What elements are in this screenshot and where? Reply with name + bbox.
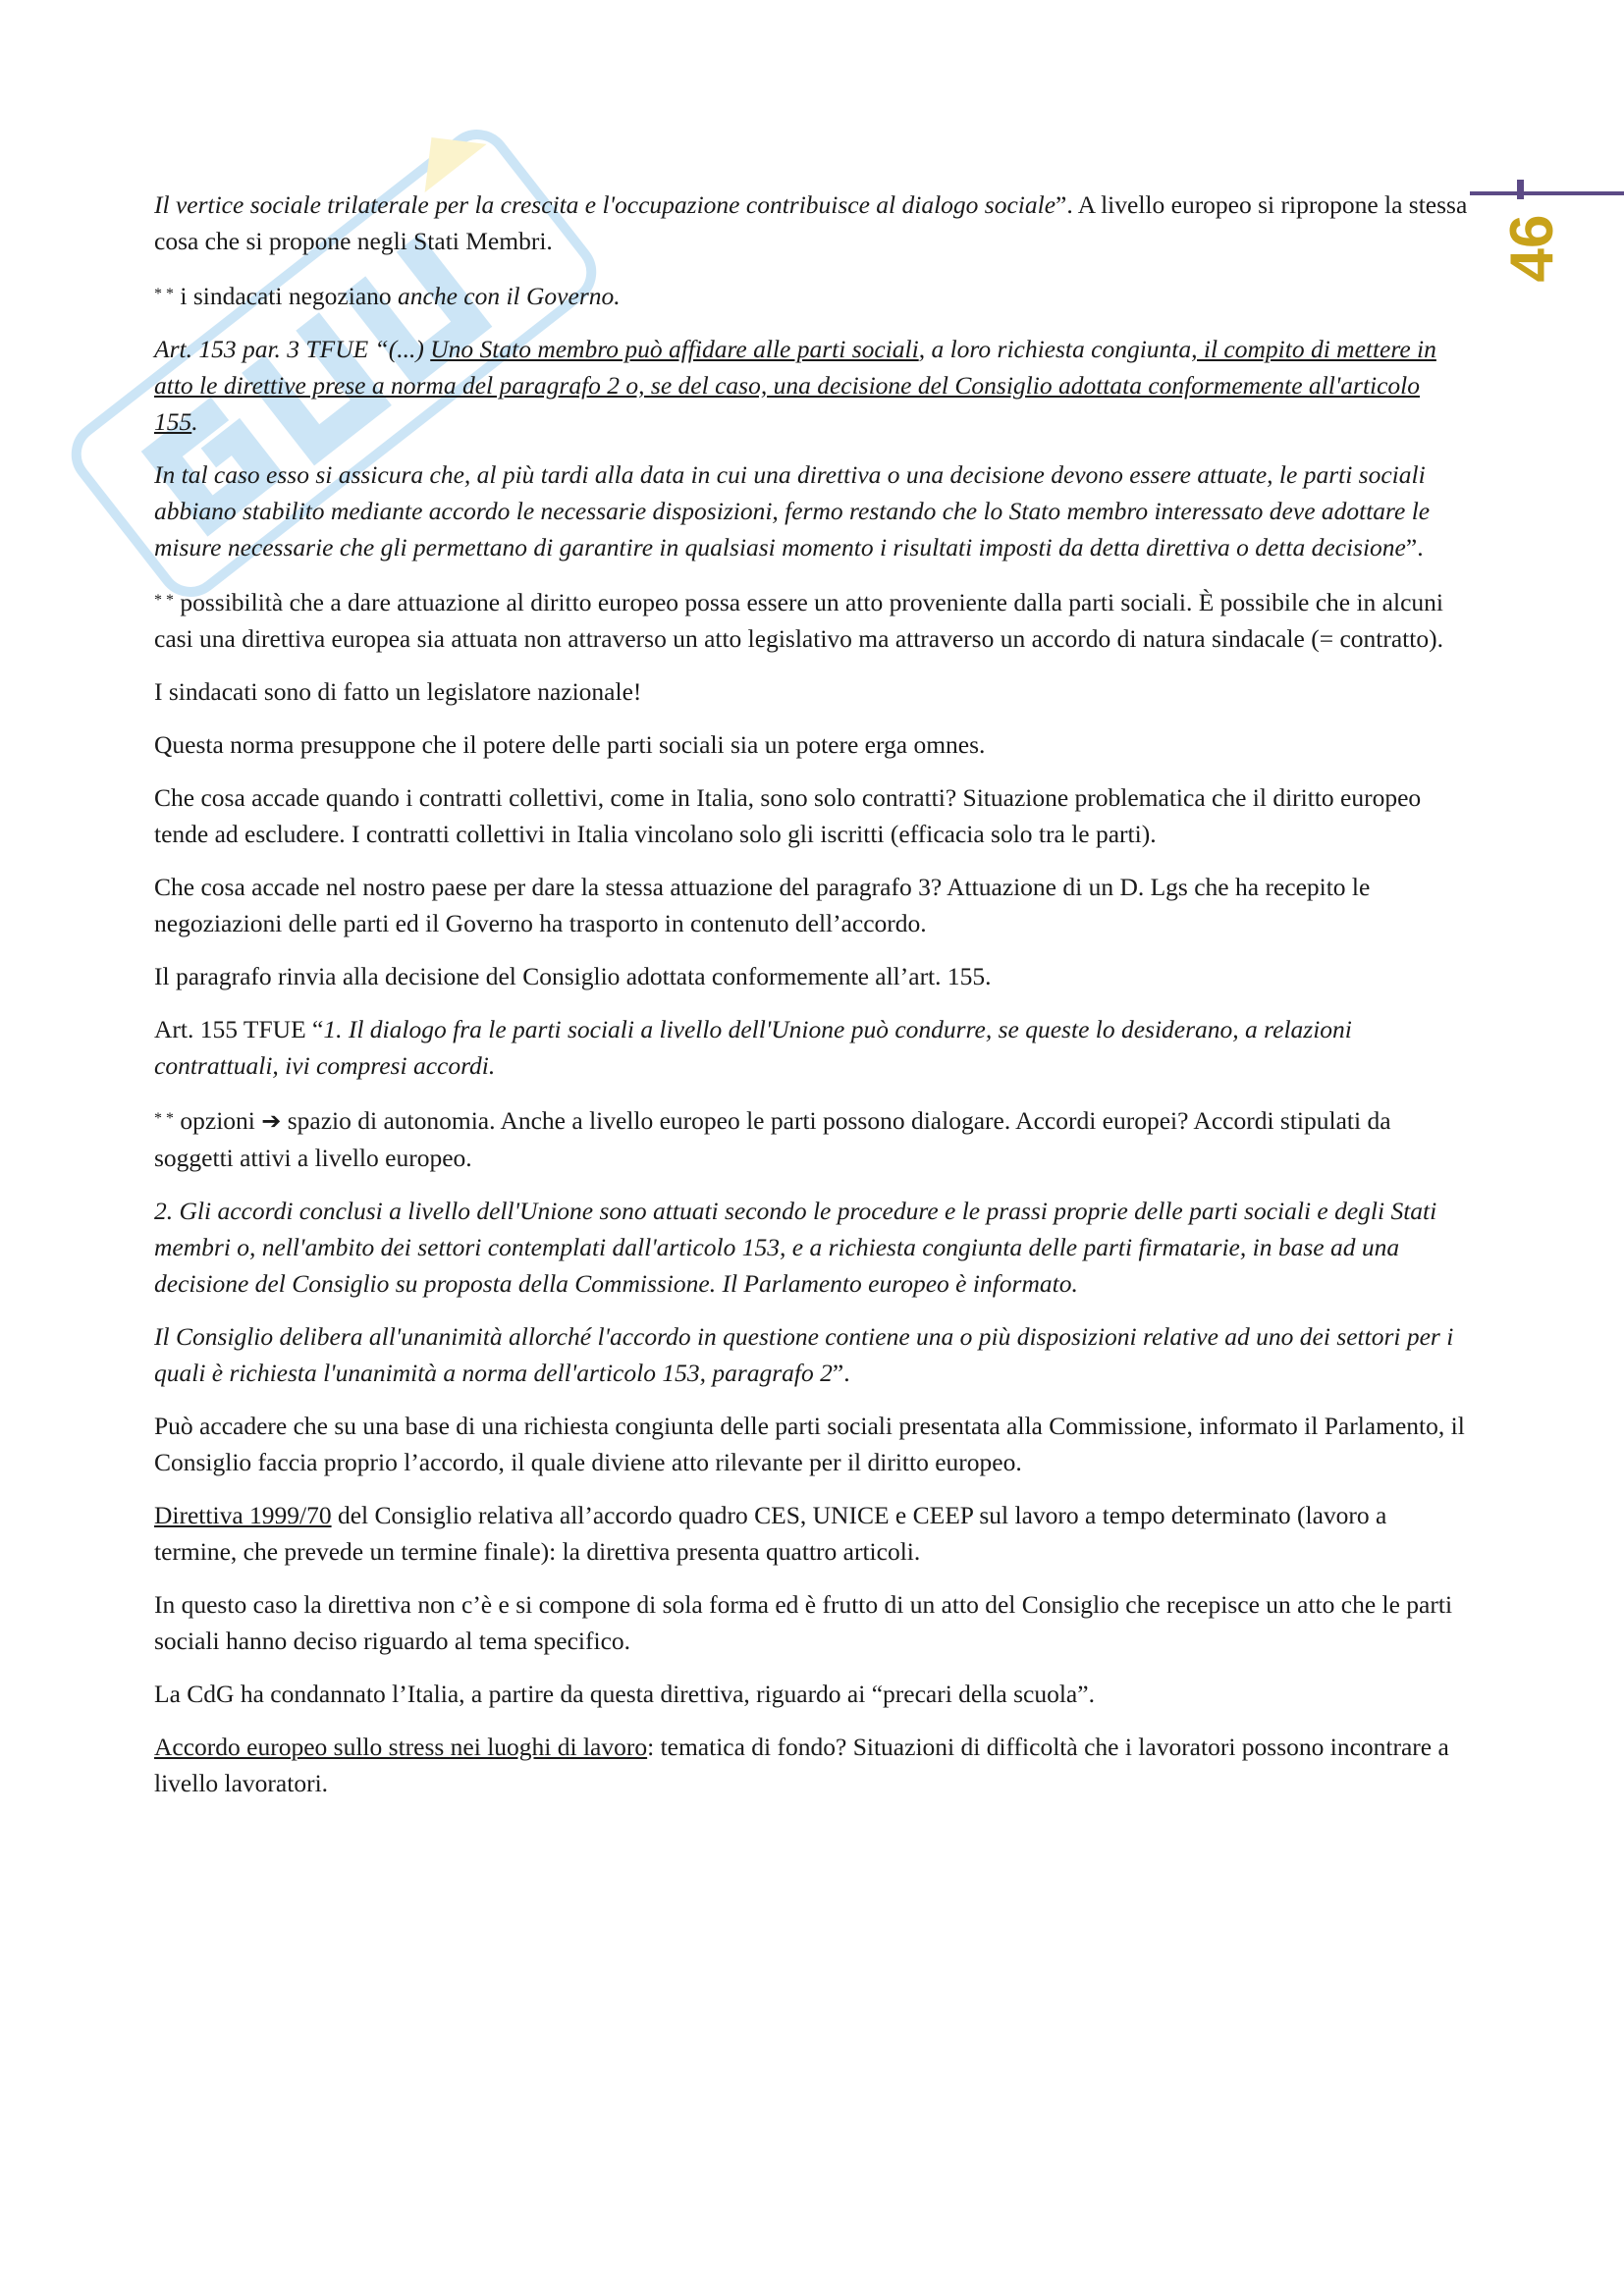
text-italic: In tal caso esso si assicura che, al più tardi alla data in cui una direttiva o una decisione devono essere attuate, le parti sociali abbiano stabilito mediante accordo le necessarie disposizioni, fermo restando che lo Stato membro interessato deve adottare le misure necessarie che gli permettano di garantire in qualsiasi momento i risultati imposti da detta direttiva o detta decisione [154, 460, 1431, 561]
text: i sindacati negoziano [174, 282, 399, 310]
asterisk-marker: * * [154, 1110, 174, 1127]
asterisk-marker: * * [154, 286, 174, 302]
text: possibilità che a dare attuazione al diritto europeo possa essere un atto proveniente dalla parti sociali. È possibile che in alcuni casi una direttiva europea sia attuata non attraverso un atto legislativo ma attraverso un accordo di natura sindacale (= contratto). [154, 588, 1443, 653]
document-body [154, 187, 1470, 1818]
paragraph-12 [154, 1100, 1470, 1176]
text-italic: 1. Il dialogo fra le parti sociali a livello dell'Unione può condurre, se queste lo desiderano, a relazioni contrattuali, ivi compresi accordi. [154, 1015, 1352, 1080]
paragraph-3-article-153 [154, 331, 1470, 440]
paragraph-15: Può accadere che su una base di una richiesta congiunta delle parti sociali presentata alla Commissione, informato il Parlamento, il Consiglio faccia proprio l’accordo, il quale diviene atto rilevante per il diritto europeo. [154, 1412, 1465, 1476]
text-italic: , a loro richiesta congiunta [918, 335, 1192, 363]
text-italic: . [191, 407, 198, 436]
asterisk-marker: * * [154, 592, 174, 609]
text: del Consiglio relativa all’accordo quadro CES, UNICE e CEEP sul lavoro a tempo determinato (lavoro a termine, che prevede un termine finale): la direttiva presenta quattro articoli. [154, 1501, 1387, 1566]
text: Art. 155 TFUE “ [154, 1015, 324, 1043]
paragraph-8: Che cosa accade quando i contratti collettivi, come in Italia, sono solo contratti? Situazione problematica che il diritto europeo tende ad escludere. I contratti collettivi in Italia vincolano solo gli iscritti (efficacia solo tra le parti). [154, 783, 1422, 848]
paragraph-6: I sindacati sono di fatto un legislatore nazionale! [154, 677, 642, 706]
paragraph-14 [154, 1318, 1470, 1391]
paragraph-11-article-155 [154, 1011, 1470, 1084]
page-number: 46 [1497, 214, 1566, 283]
paragraph-17: In questo caso la direttiva non c’è e si compone di sola forma ed è frutto di un atto del Consiglio che recepisce un atto che le parti sociali hanno deciso riguardo al tema specifico. [154, 1590, 1453, 1655]
paragraph-10: Il paragrafo rinvia alla decisione del Consiglio adottata conformemente all’art. 155. [154, 962, 992, 990]
paragraph-18: La CdG ha condannato l’Italia, a partire da questa direttiva, riguardo ai “precari della scuola”. [154, 1680, 1095, 1708]
text: ”. [832, 1359, 850, 1387]
paragraph-9: Che cosa accade nel nostro paese per dare la stessa attuazione del paragrafo 3? Attuazione di un D. Lgs che ha recepito le negoziazioni delle parti ed il Governo ha trasporto in contenuto dell’accordo. [154, 873, 1371, 937]
text-italic: Il vertice sociale trilaterale per la crescita e l'occupazione contribuisce al dialogo sociale [154, 190, 1056, 219]
paragraph-4 [154, 456, 1470, 565]
page-rule-accent [1470, 191, 1624, 195]
paragraph-5 [154, 582, 1470, 657]
text-italic: Art. 153 par. 3 TFUE “(...) [154, 335, 431, 363]
paragraph-19 [154, 1729, 1470, 1801]
text: : tematica di fondo? Situazioni di difficoltà che i lavoratori possono incontrare a livello lavoratori. [154, 1733, 1449, 1797]
text: ”. [1405, 533, 1424, 561]
text-underlined: , il compito di mettere in atto le direttive prese a norma del paragrafo 2 o, se del caso, una decisione del Consiglio adottata conformemente all'articolo 155 [154, 335, 1436, 436]
text: spazio di autonomia. Anche a livello europeo le parti possono dialogare. Accordi europei? Accordi stipulati da soggetti attivi a livello europeo. [154, 1106, 1391, 1172]
arrow-right-icon: ➔ [261, 1107, 282, 1135]
text: opzioni [174, 1106, 262, 1135]
text-italic: anche con il Governo. [398, 282, 621, 310]
paragraph-2 [154, 276, 1470, 314]
text-underlined: Accordo europeo sullo stress nei luoghi di lavoro [154, 1733, 648, 1761]
text-italic: Il Consiglio delibera all'unanimità allorché l'accordo in questione contiene una o più disposizioni relative ad uno dei settori per i quali è richiesta l'unanimità a norma dell'articolo 153, paragrafo 2 [154, 1322, 1454, 1387]
page-rule-accent-vertical [1517, 180, 1524, 199]
paragraph-7: Questa norma presuppone che il potere delle parti sociali sia un potere erga omnes. [154, 730, 986, 759]
paragraph-13: 2. Gli accordi conclusi a livello dell'Unione sono attuati secondo le procedure e le prassi proprie delle parti sociali e degli Stati membri o, nell'ambito dei settori contemplati dall'articolo 153, e a richiesta congiunta delle parti firmatarie, in base ad una decisione del Consiglio su proposta della Commissione. Il Parlamento europeo è informato. [154, 1197, 1437, 1298]
text-underlined: Direttiva 1999/70 [154, 1501, 332, 1529]
paragraph-1 [154, 187, 1470, 259]
text: ”. A livello europeo si ripropone la stessa cosa che si propone negli Stati Membri. [154, 190, 1468, 255]
text-underlined: Uno Stato membro può affidare alle parti sociali [430, 335, 919, 363]
paragraph-16 [154, 1497, 1470, 1570]
